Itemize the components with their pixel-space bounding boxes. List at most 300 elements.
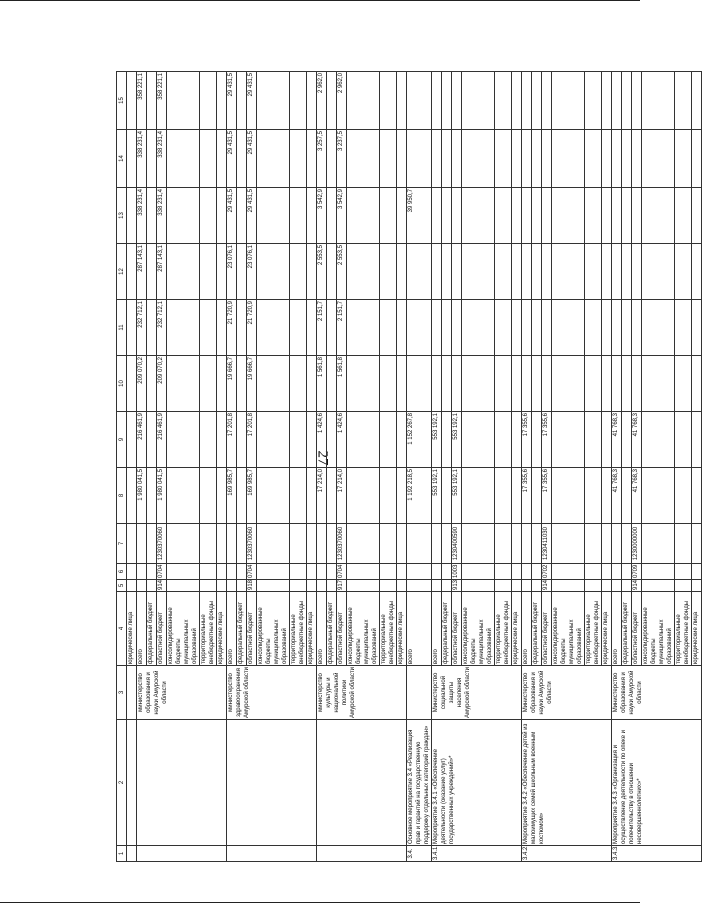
amount-cell	[380, 468, 397, 524]
amount-cell	[200, 300, 217, 356]
amount-cell	[200, 412, 217, 468]
amount-cell: 232 712,1	[157, 300, 167, 356]
section-code: 0704	[157, 564, 167, 580]
amount-cell	[147, 188, 157, 244]
section-code	[317, 564, 327, 580]
amount-cell	[522, 356, 532, 412]
section-code	[622, 564, 632, 580]
funding-source: всего	[612, 592, 622, 666]
amount-cell: 358 221,1	[157, 72, 167, 130]
section-code	[407, 564, 432, 580]
funding-source: областной бюджет	[542, 592, 552, 666]
grbs-code	[432, 580, 442, 592]
amount-cell: 1 424,6	[317, 412, 327, 468]
amount-cell	[200, 468, 217, 524]
table-row	[317, 72, 327, 862]
amount-cell: 19 666,7	[227, 356, 237, 412]
amount-cell	[127, 72, 137, 130]
amount-cell	[622, 468, 632, 524]
target-article-code	[612, 524, 622, 564]
amount-cell	[380, 300, 397, 356]
amount-cell	[692, 72, 702, 130]
amount-cell	[495, 188, 512, 244]
item-number: 3.4.2.	[522, 846, 612, 862]
amount-cell	[642, 412, 675, 468]
amount-cell	[290, 244, 307, 300]
amount-cell	[327, 468, 337, 524]
amount-cell	[217, 300, 227, 356]
amount-cell	[327, 412, 337, 468]
grbs-code	[347, 580, 380, 592]
grbs-code	[552, 580, 585, 592]
amount-cell	[585, 72, 602, 130]
funding-source: консолидированные бюджеты муниципальных образований	[462, 592, 495, 666]
executor: министерство образования и науки Амурской области	[137, 666, 227, 720]
amount-cell	[612, 244, 622, 300]
section-code	[675, 564, 692, 580]
amount-cell	[512, 356, 522, 412]
amount-cell: 17 214,0	[337, 468, 347, 524]
amount-cell	[542, 72, 552, 130]
amount-cell: 29 431,5	[247, 72, 257, 130]
funding-source: областной бюджет	[157, 592, 167, 666]
amount-cell	[522, 188, 532, 244]
grbs-code: 917	[337, 580, 347, 592]
amount-cell	[127, 468, 137, 524]
section-code	[532, 564, 542, 580]
grbs-code	[495, 580, 512, 592]
target-article-code	[200, 524, 217, 564]
amount-cell	[495, 412, 512, 468]
grbs-code	[512, 580, 522, 592]
item-number	[227, 846, 317, 862]
amount-cell: 29 431,5	[247, 188, 257, 244]
funding-source: областной бюджет	[632, 592, 642, 666]
amount-cell	[522, 72, 532, 130]
amount-cell	[307, 300, 317, 356]
funding-source: юридические лица	[127, 592, 137, 666]
target-article-code	[622, 524, 632, 564]
amount-cell	[257, 188, 290, 244]
amount-cell	[327, 244, 337, 300]
target-article-code	[532, 524, 542, 564]
amount-cell: 1 561,8	[337, 356, 347, 412]
amount-cell: 17 355,6	[522, 412, 532, 468]
item-name	[127, 720, 137, 846]
amount-cell	[257, 72, 290, 130]
amount-cell	[407, 130, 432, 188]
amount-cell	[602, 72, 612, 130]
amount-cell: 338 231,4	[157, 130, 167, 188]
page-number: 27	[314, 450, 331, 466]
amount-cell	[532, 72, 542, 130]
executor: Министерство социальной защиты населения Амурской области	[432, 666, 522, 720]
amount-cell	[147, 300, 157, 356]
amount-cell: 41 768,3	[612, 412, 622, 468]
amount-cell: 553 192,1	[452, 412, 462, 468]
funding-source: областной бюджет	[452, 592, 462, 666]
amount-cell	[127, 412, 137, 468]
section-code	[327, 564, 337, 580]
section-code	[522, 564, 532, 580]
amount-cell	[495, 356, 512, 412]
amount-cell	[147, 356, 157, 412]
amount-cell	[585, 412, 602, 468]
amount-cell	[452, 188, 462, 244]
amount-cell	[632, 244, 642, 300]
amount-cell	[327, 300, 337, 356]
amount-cell	[602, 412, 612, 468]
amount-cell	[327, 356, 337, 412]
table-row	[407, 72, 432, 862]
amount-cell	[462, 468, 495, 524]
amount-cell	[200, 356, 217, 412]
amount-cell: 169 985,7	[227, 468, 237, 524]
amount-cell	[642, 130, 675, 188]
column-number: 10	[117, 356, 127, 412]
amount-cell	[452, 244, 462, 300]
funding-source: областной бюджет	[337, 592, 347, 666]
amount-cell	[290, 72, 307, 130]
amount-cell: 19 666,7	[247, 356, 257, 412]
amount-cell	[167, 72, 200, 130]
grbs-code	[380, 580, 397, 592]
section-code	[495, 564, 512, 580]
amount-cell	[462, 244, 495, 300]
target-article-code	[147, 524, 157, 564]
amount-cell	[692, 188, 702, 244]
item-name	[227, 720, 317, 846]
column-number: 4	[117, 592, 127, 666]
amount-cell	[200, 130, 217, 188]
amount-cell	[632, 188, 642, 244]
funding-source: юридические лица	[397, 592, 407, 666]
amount-cell	[585, 468, 602, 524]
amount-cell	[462, 130, 495, 188]
funding-source: юридические лица	[692, 592, 702, 666]
grbs-code	[642, 580, 675, 592]
amount-cell: 2 553,5	[337, 244, 347, 300]
amount-cell	[462, 188, 495, 244]
grbs-code	[462, 580, 495, 592]
funding-source: федеральный бюджет	[622, 592, 632, 666]
amount-cell: 169 985,7	[247, 468, 257, 524]
funding-source: территориальные внебюджетные фонды	[495, 592, 512, 666]
funding-source: консолидированные бюджеты муниципальных образований	[167, 592, 200, 666]
amount-cell	[432, 188, 442, 244]
amount-cell	[327, 188, 337, 244]
target-article-code: 1230000000	[632, 524, 642, 564]
amount-cell	[147, 130, 157, 188]
amount-cell	[552, 468, 585, 524]
amount-cell	[237, 72, 247, 130]
funding-source: территориальные внебюджетные фонды	[675, 592, 692, 666]
grbs-code	[147, 580, 157, 592]
amount-cell	[307, 72, 317, 130]
item-name: Мероприятие 3.4.3 «Организация и осуществление деятельности по опеке и попечительству в отношении несовершеннолетних»*	[612, 720, 702, 846]
executor	[127, 666, 137, 720]
funding-source: юридические лица	[602, 592, 612, 666]
amount-cell	[307, 468, 317, 524]
amount-cell	[397, 188, 407, 244]
funding-source: территориальные внебюджетные фонды	[585, 592, 602, 666]
grbs-code	[407, 580, 432, 592]
column-number: 1	[117, 846, 127, 862]
section-code	[237, 564, 247, 580]
amount-cell	[407, 244, 432, 300]
amount-cell: 17 355,6	[542, 468, 552, 524]
amount-cell	[200, 188, 217, 244]
amount-cell	[397, 468, 407, 524]
amount-cell: 1 561,8	[317, 356, 327, 412]
amount-cell	[237, 130, 247, 188]
amount-cell	[380, 72, 397, 130]
amount-cell: 3 542,9	[317, 188, 327, 244]
amount-cell	[642, 356, 675, 412]
amount-cell	[622, 188, 632, 244]
budget-table-rotated	[116, 72, 699, 862]
amount-cell	[692, 300, 702, 356]
amount-cell	[442, 244, 452, 300]
amount-cell	[257, 244, 290, 300]
header-row	[117, 72, 127, 862]
amount-cell	[257, 468, 290, 524]
amount-cell	[692, 356, 702, 412]
amount-cell	[290, 300, 307, 356]
amount-cell	[532, 412, 542, 468]
amount-cell	[642, 188, 675, 244]
item-name	[317, 720, 407, 846]
amount-cell: 1 424,6	[337, 412, 347, 468]
amount-cell	[542, 300, 552, 356]
amount-cell	[442, 356, 452, 412]
amount-cell	[675, 244, 692, 300]
section-code	[585, 564, 602, 580]
amount-cell: 3 542,9	[337, 188, 347, 244]
item-name	[137, 720, 227, 846]
amount-cell	[347, 72, 380, 130]
column-number: 12	[117, 244, 127, 300]
amount-cell	[442, 188, 452, 244]
grbs-code	[137, 580, 147, 592]
amount-cell	[397, 72, 407, 130]
amount-cell	[167, 244, 200, 300]
amount-cell: 1 980 041,5	[137, 468, 147, 524]
amount-cell	[632, 130, 642, 188]
amount-cell: 17 355,6	[542, 412, 552, 468]
amount-cell	[237, 300, 247, 356]
section-code	[612, 564, 622, 580]
amount-cell	[237, 188, 247, 244]
amount-cell	[622, 72, 632, 130]
amount-cell	[127, 130, 137, 188]
amount-cell	[147, 412, 157, 468]
executor: Министерство образования и науки Амурской области	[522, 666, 612, 720]
amount-cell	[307, 356, 317, 412]
amount-cell	[612, 188, 622, 244]
funding-source: областной бюджет	[247, 592, 257, 666]
amount-cell	[147, 72, 157, 130]
amount-cell	[127, 244, 137, 300]
amount-cell	[397, 130, 407, 188]
amount-cell	[407, 300, 432, 356]
target-article-code	[642, 524, 675, 564]
target-article-code	[307, 524, 317, 564]
grbs-code	[127, 580, 137, 592]
funding-source: федеральный бюджет	[147, 592, 157, 666]
section-code	[442, 564, 452, 580]
amount-cell: 23 076,1	[227, 244, 237, 300]
item-name: Основное мероприятие 3.4 «Реализация прав и гарантий на государственную поддержку отдельных категорий граждан»	[407, 720, 432, 846]
amount-cell	[147, 468, 157, 524]
amount-cell	[552, 244, 585, 300]
amount-cell	[167, 188, 200, 244]
section-code	[200, 564, 217, 580]
amount-cell	[217, 244, 227, 300]
table-body	[117, 72, 702, 862]
amount-cell	[432, 130, 442, 188]
amount-cell	[462, 356, 495, 412]
amount-cell	[307, 130, 317, 188]
amount-cell	[622, 300, 632, 356]
amount-cell	[612, 356, 622, 412]
amount-cell: 29 431,5	[227, 130, 237, 188]
amount-cell	[692, 412, 702, 468]
column-number: 11	[117, 300, 127, 356]
amount-cell	[442, 72, 452, 130]
amount-cell	[532, 130, 542, 188]
amount-cell	[442, 130, 452, 188]
grbs-code	[522, 580, 532, 592]
amount-cell	[407, 72, 432, 130]
amount-cell: 21 720,9	[247, 300, 257, 356]
amount-cell	[442, 300, 452, 356]
amount-cell	[692, 244, 702, 300]
target-article-code	[217, 524, 227, 564]
section-code	[642, 564, 675, 580]
target-article-code	[380, 524, 397, 564]
section-code	[217, 564, 227, 580]
item-number: 3.4.3.	[612, 846, 702, 862]
amount-cell	[452, 72, 462, 130]
amount-cell: 553 192,1	[432, 412, 442, 468]
amount-cell	[512, 72, 522, 130]
amount-cell	[432, 244, 442, 300]
amount-cell	[397, 412, 407, 468]
funding-source: федеральный бюджет	[327, 592, 337, 666]
executor	[407, 666, 432, 720]
table-row	[522, 72, 532, 862]
section-code	[290, 564, 307, 580]
amount-cell: 358 221,1	[137, 72, 147, 130]
amount-cell	[167, 130, 200, 188]
section-code	[227, 564, 237, 580]
amount-cell: 216 461,9	[137, 412, 147, 468]
amount-cell	[552, 188, 585, 244]
amount-cell	[632, 356, 642, 412]
grbs-code	[612, 580, 622, 592]
section-code: 0709	[632, 564, 642, 580]
amount-cell: 2 151,7	[337, 300, 347, 356]
amount-cell	[347, 468, 380, 524]
target-article-code	[462, 524, 495, 564]
amount-cell	[585, 130, 602, 188]
amount-cell: 216 461,9	[157, 412, 167, 468]
section-code	[257, 564, 290, 580]
target-article-code	[137, 524, 147, 564]
section-code	[167, 564, 200, 580]
amount-cell	[347, 412, 380, 468]
grbs-code: 918	[247, 580, 257, 592]
funding-source: федеральный бюджет	[237, 592, 247, 666]
amount-cell	[532, 468, 542, 524]
amount-cell: 29 431,5	[227, 188, 237, 244]
amount-cell	[632, 300, 642, 356]
amount-cell	[622, 130, 632, 188]
amount-cell	[380, 244, 397, 300]
target-article-code	[290, 524, 307, 564]
amount-cell: 29 431,5	[247, 130, 257, 188]
target-article-code	[347, 524, 380, 564]
section-code	[692, 564, 702, 580]
target-article-code	[327, 524, 337, 564]
amount-cell	[552, 356, 585, 412]
amount-cell	[602, 188, 612, 244]
target-article-code	[127, 524, 137, 564]
section-code	[127, 564, 137, 580]
amount-cell	[407, 356, 432, 412]
section-code	[432, 564, 442, 580]
grbs-code: 914	[157, 580, 167, 592]
target-article-code	[512, 524, 522, 564]
target-article-code: 1230400590	[452, 524, 462, 564]
amount-cell	[127, 188, 137, 244]
amount-cell	[622, 412, 632, 468]
amount-cell	[675, 130, 692, 188]
table-row	[137, 72, 147, 862]
amount-cell	[612, 130, 622, 188]
amount-cell	[675, 72, 692, 130]
grbs-code	[227, 580, 237, 592]
amount-cell: 17 355,6	[522, 468, 532, 524]
target-article-code	[675, 524, 692, 564]
amount-cell: 209 070,2	[137, 356, 147, 412]
amount-cell	[552, 72, 585, 130]
grbs-code	[675, 580, 692, 592]
amount-cell	[532, 244, 542, 300]
amount-cell	[462, 412, 495, 468]
amount-cell	[552, 300, 585, 356]
amount-cell	[167, 356, 200, 412]
amount-cell	[347, 130, 380, 188]
amount-cell	[127, 300, 137, 356]
column-number: 15	[117, 72, 127, 130]
item-name: Мероприятие 3.4.2 «Обеспечение детей из малоимущих семей школьным военным костюмом»	[522, 720, 612, 846]
funding-source: всего	[522, 592, 532, 666]
amount-cell: 1 152 267,8	[407, 412, 432, 468]
funding-source: юридические лица	[512, 592, 522, 666]
target-article-code	[552, 524, 585, 564]
amount-cell	[675, 188, 692, 244]
amount-cell	[585, 356, 602, 412]
amount-cell	[642, 468, 675, 524]
amount-cell	[217, 130, 227, 188]
target-article-code	[407, 524, 432, 564]
target-article-code	[432, 524, 442, 564]
grbs-code	[602, 580, 612, 592]
amount-cell: 287 143,1	[157, 244, 167, 300]
amount-cell: 29 431,5	[227, 72, 237, 130]
